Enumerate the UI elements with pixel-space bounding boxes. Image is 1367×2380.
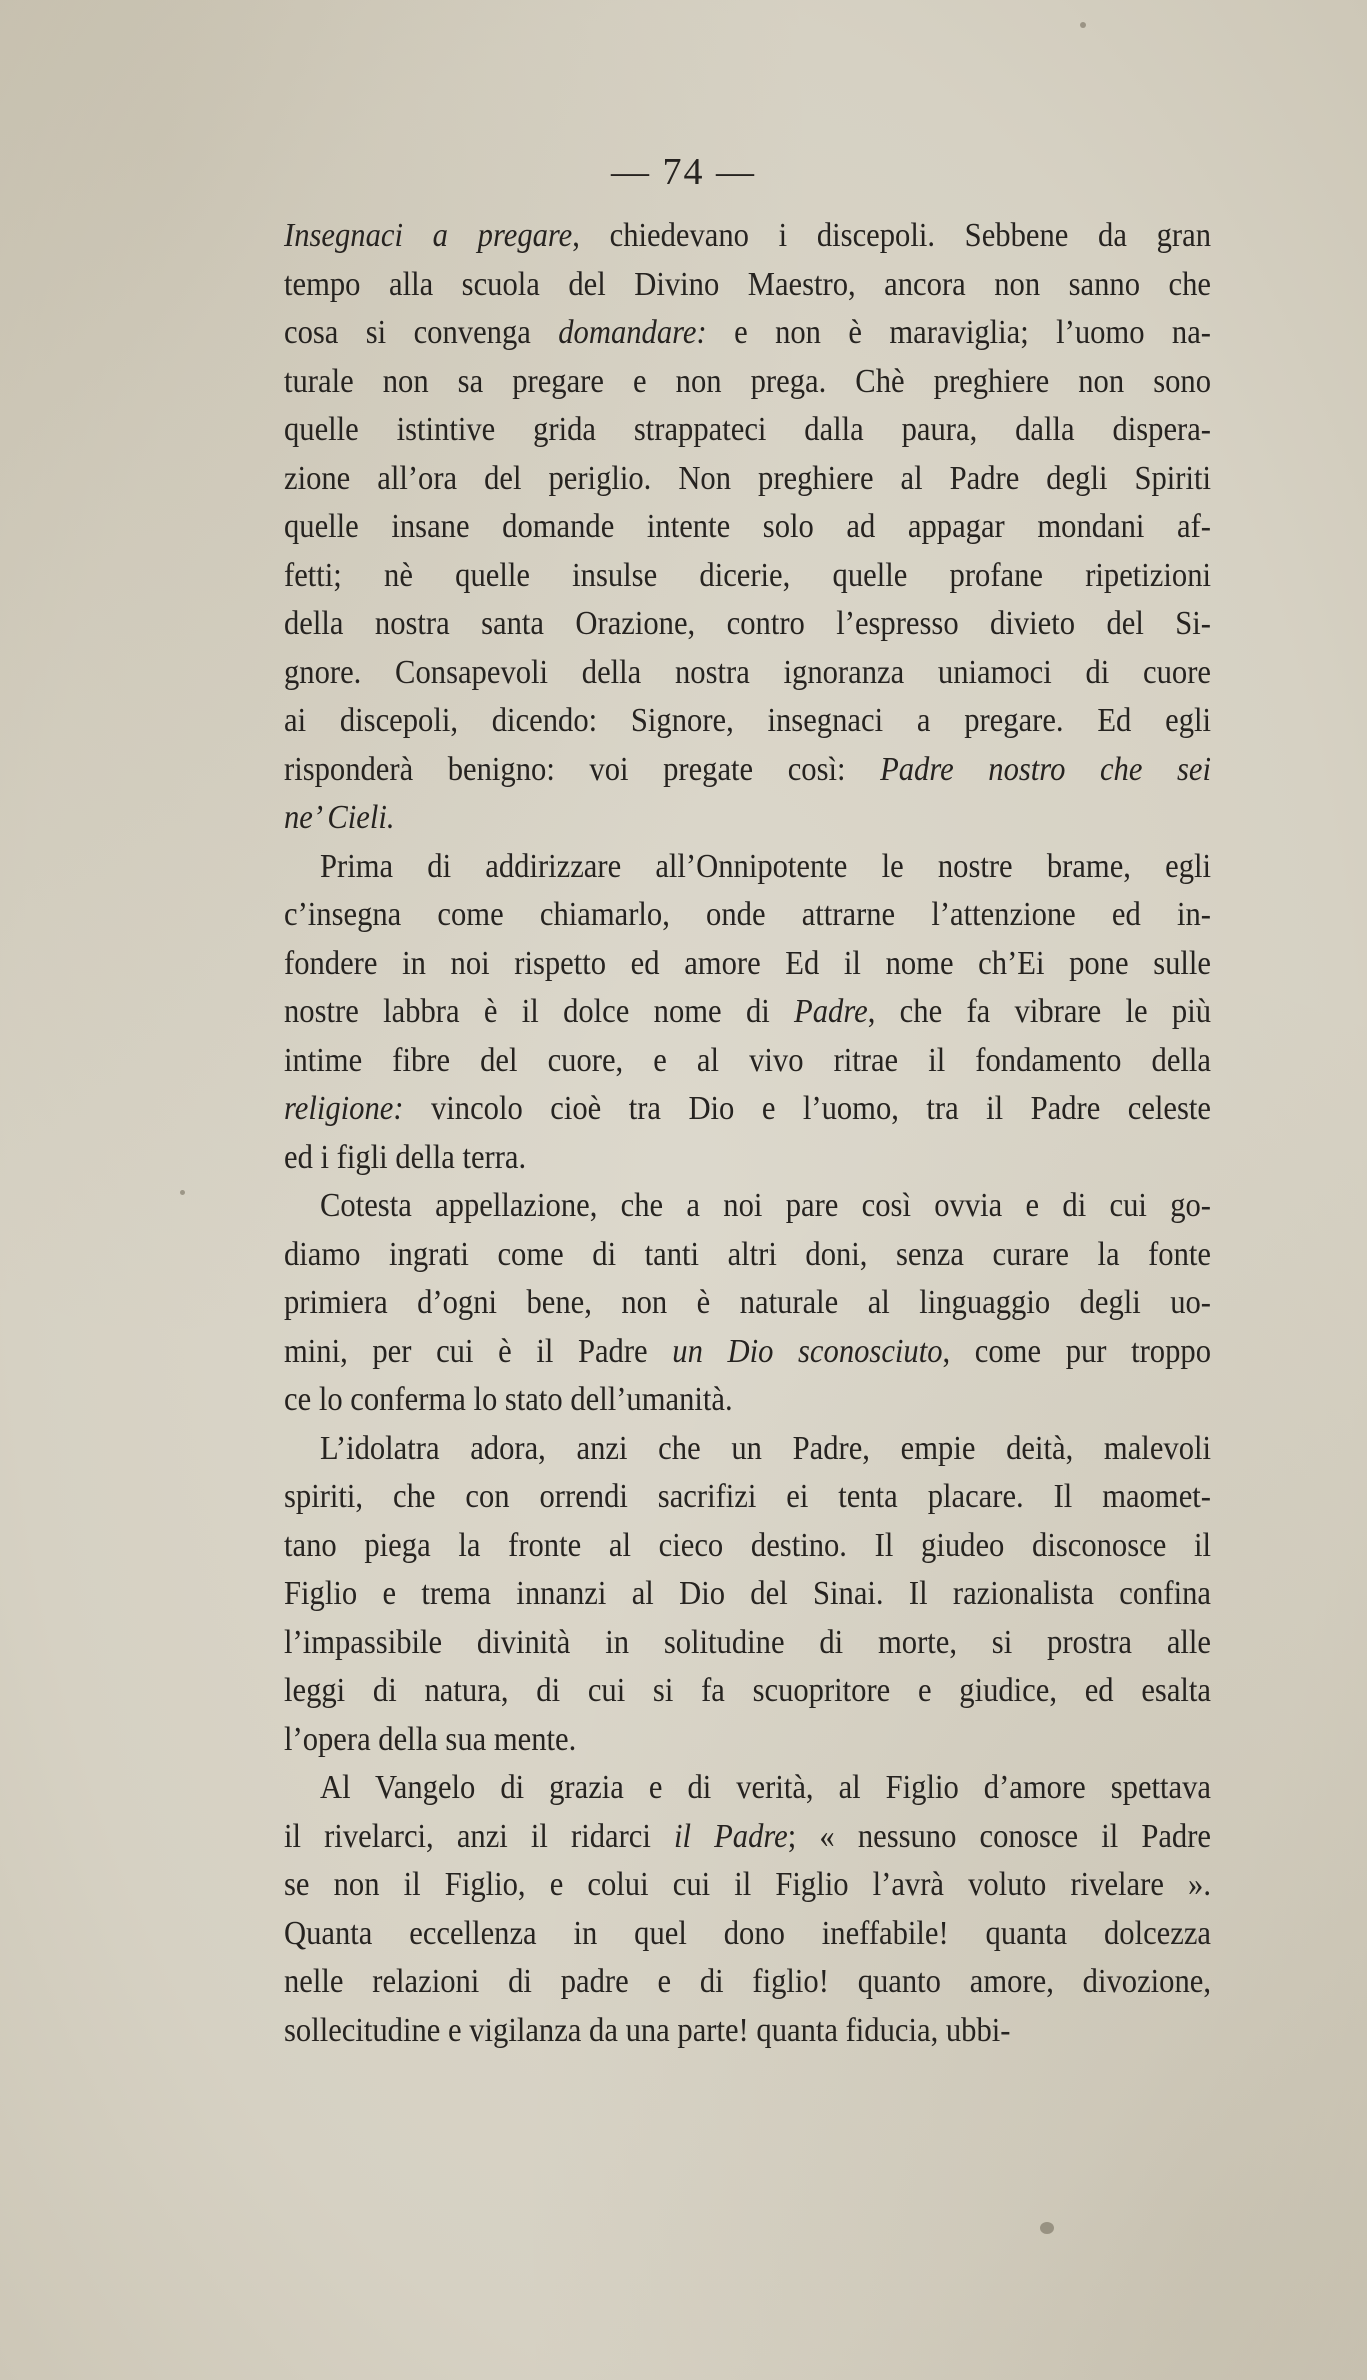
text-run: nelle relazioni di padre e di figlio! quanto amore, divozione, [284,1963,1211,2000]
text-line [284,1231,1211,1280]
text-line [284,600,1211,649]
text-run: , che fa vibrare le più [867,993,1211,1030]
text-line [284,1425,1211,1474]
text-line [284,1716,1211,1765]
text-run: Figlio e trema innanzi al Dio del Sinai. Il razionalista confina [284,1575,1211,1612]
text-line [284,1667,1211,1716]
text-line [284,1376,1211,1425]
text-run: nostre labbra è il dolce nome di [284,993,795,1030]
text-line [284,1473,1211,1522]
text-run: Al Vangelo di grazia e di verità, al Figlio d’amore spettava [320,1769,1211,1806]
paragraph [284,843,1211,1183]
text-line [284,1037,1211,1086]
text-run: ai discepoli, dicendo: Signore, insegnaci a pregare. Ed egli [284,702,1211,739]
text-line [284,1764,1211,1813]
text-run: Quanta eccellenza in quel dono ineffabile! quanta dolcezza [284,1914,1211,1952]
text-run: leggi di natura, di cui si fa scuopritore e giudice, ed esalta [284,1672,1211,1709]
text-line [284,358,1211,407]
text-line [284,261,1211,310]
text-run: zione all’ora del periglio. Non preghiere al Padre degli Spiriti [284,459,1211,497]
text-run: risponderà benigno: voi pregate così: [284,750,881,788]
text-line [284,1085,1211,1134]
ink-speck [1040,2222,1054,2234]
paragraph [284,1425,1211,1765]
italic-text: Padre [794,993,868,1030]
text-run: Prima di addirizzare all’Onnipotente le nostre brame, egli [320,847,1211,885]
ink-speck [1080,22,1086,28]
body-text [284,212,1211,2055]
text-line [284,1958,1211,2007]
text-run: della nostra santa Orazione, contro l’espresso divieto del Si- [284,605,1211,642]
text-run: tano piega la fronte al cieco destino. Il giudeo disconosce il [284,1526,1211,1564]
text-line [284,455,1211,504]
italic-text: il Padre [673,1817,788,1855]
text-line [284,988,1211,1037]
text-run: intime fibre del cuore, e al vivo ritrae il fondamento della [284,1041,1211,1079]
text-line [284,552,1211,601]
text-run: , chiedevano i discepoli. Sebbene da gran [572,217,1211,254]
ink-speck [180,1190,185,1195]
paragraph [284,212,1211,843]
text-line [284,503,1211,552]
text-line [284,1813,1211,1862]
text-run: l’impassibile divinità in solitudine di morte, si prostra alle [284,1623,1211,1661]
text-line [284,697,1211,746]
text-run: fetti; nè quelle insulse dicerie, quelle profane ripetizioni [284,556,1211,594]
italic-text: Insegnaci a pregare [284,217,573,254]
italic-text: un Dio sconosciuto [672,1332,943,1370]
text-run: fondere in noi rispetto ed amore Ed il nome ch’Ei pone sulle [284,944,1211,982]
text-run: turale non sa pregare e non prega. Chè preghiere non sono [284,362,1211,400]
text-line [284,1134,1211,1183]
italic-text: Padre nostro che sei [880,750,1211,788]
text-run: quelle istintive grida strappateci dalla paura, dalla dispera- [284,411,1211,448]
text-line [284,1619,1211,1668]
text-run: il rivelarci, anzi il ridarci [284,1817,674,1855]
text-run: mini, per cui è il Padre [284,1332,673,1370]
paragraph [284,1764,1211,2055]
text-run: , come pur troppo [942,1332,1212,1370]
text-run: vincolo cioè tra Dio e l’uomo, tra il Padre celeste [403,1090,1211,1127]
text-line [284,406,1211,455]
text-line [284,1522,1211,1571]
text-line [284,1910,1211,1959]
text-run: primiera d’ogni bene, non è naturale al linguaggio degli uo- [284,1284,1211,1321]
text-line [284,649,1211,698]
text-line [284,1279,1211,1328]
text-run: ; « nessuno conosce il Padre [787,1817,1211,1855]
text-run: l’opera della sua mente. [284,1720,577,1758]
text-line [284,2007,1211,2056]
italic-text: ne’ Cieli. [284,799,395,836]
text-line [284,309,1211,358]
text-run: quelle insane domande intente solo ad appagar mondani af- [284,508,1211,545]
text-line [284,794,1211,843]
text-run: spiriti, che con orrendi sacrifizi ei tenta placare. Il maomet- [284,1478,1211,1515]
italic-text: domandare: [558,314,707,351]
text-line [284,940,1211,989]
text-run: e non è maraviglia; l’uomo na- [706,314,1211,351]
page-number: — 74 — [611,151,756,193]
text-line [284,891,1211,940]
text-line [284,1861,1211,1910]
italic-text: religione: [284,1090,404,1127]
text-line [284,1328,1211,1377]
text-run: L’idolatra adora, anzi che un Padre, empie deità, malevoli [320,1429,1211,1467]
paragraph [284,1182,1211,1425]
text-line [284,843,1211,892]
text-line [284,746,1211,795]
text-line [284,1570,1211,1619]
text-run: sollecitudine e vigilanza da una parte! quanta fiducia, ubbi- [284,2011,1011,2049]
text-run: cosa si convenga [284,314,559,351]
text-run: gnore. Consapevoli della nostra ignoranza uniamoci di cuore [284,653,1211,691]
text-run: ed i figli della terra. [284,1138,527,1176]
text-run: tempo alla scuola del Divino Maestro, ancora non sanno che [284,265,1211,303]
text-run: se non il Figlio, e colui cui il Figlio l’avrà voluto rivelare ». [284,1866,1211,1903]
text-line [284,1182,1211,1231]
text-line [284,212,1211,261]
text-run: c’insegna come chiamarlo, onde attrarne l’attenzione ed in- [284,896,1211,933]
text-run: Cotesta appellazione, che a noi pare così ovvia e di cui go- [320,1187,1211,1224]
text-run: ce lo conferma lo stato dell’umanità. [284,1381,733,1418]
text-run: diamo ingrati come di tanti altri doni, senza curare la fonte [284,1235,1211,1273]
